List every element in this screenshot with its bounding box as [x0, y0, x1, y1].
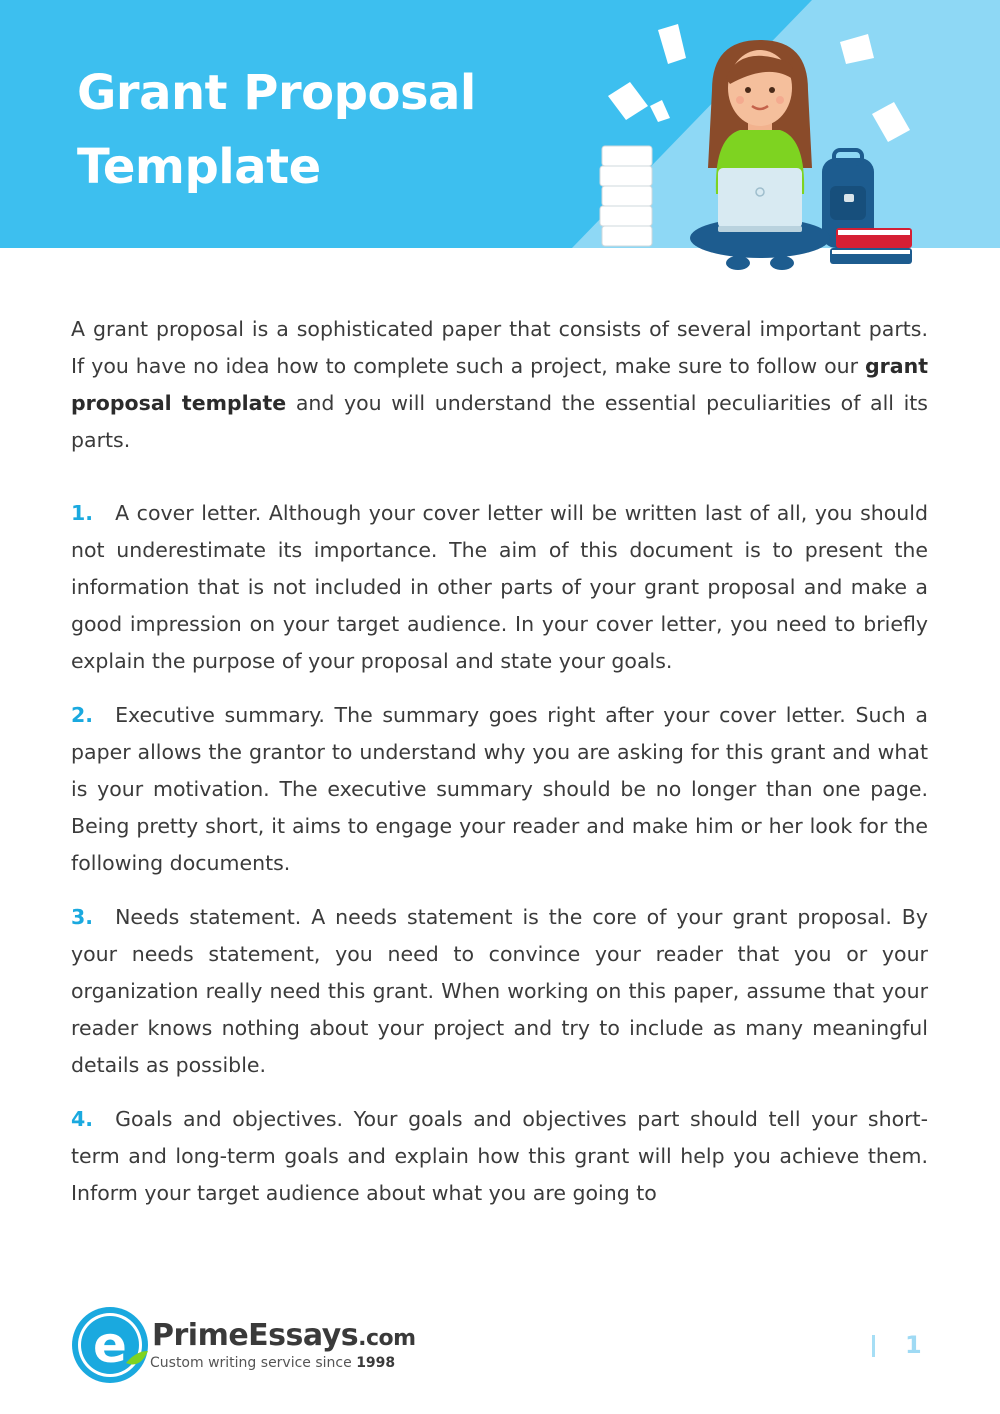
list-item — [71, 697, 928, 882]
page-number-separator — [872, 1335, 875, 1357]
brand-name — [152, 1318, 416, 1357]
list-item — [71, 1101, 928, 1212]
primeessays-logo-icon — [70, 1305, 150, 1385]
list-item-text: A cover letter. Although your cover letter will be written last of all, you should not underestimate its importance. The aim of this document is to present the information that is not included in other parts of your grant proposal and make a good impression on your target audience. In your cover letter, you need to briefly explain the purpose of your proposal and state your goals. — [71, 501, 928, 673]
list-item-number: 2. — [71, 703, 94, 727]
tagline-text: Custom writing service since — [150, 1355, 357, 1371]
list-item-text: Goals and objectives. Your goals and objectives part should tell your short-term and long-term goals and explain how this grant will help you achieve them. Inform your target audience about what you are going to — [71, 1107, 928, 1205]
page-title: Grant Proposal Template — [77, 65, 476, 195]
book-stack — [830, 228, 912, 264]
student-laptop-illustration — [590, 18, 930, 288]
tagline-year: 1998 — [356, 1355, 396, 1371]
intro-text-after: and you will understand the essential peculiarities of all its parts. — [71, 391, 928, 452]
logo-letter: e — [93, 1316, 127, 1374]
list-item-text: Executive summary. The summary goes right after your cover letter. Such a paper allows the grantor to understand why you are asking for this grant and what is your motivation. The executive summary should be no longer than one page. Being pretty short, it aims to engage your reader and make him or her look for the following documents. — [71, 703, 928, 875]
grant-proposal-template-emphasis: grant proposal template — [71, 354, 928, 415]
brand-name-main: PrimeEssays — [152, 1318, 359, 1353]
intro-text-before: A grant proposal is a sophisticated paper that consists of several important parts. If you have no idea how to complete such a project, make sure to follow our — [71, 317, 928, 378]
list-item-number: 4. — [71, 1107, 94, 1131]
article-body — [71, 311, 928, 1229]
brand-name-suffix: .com — [358, 1326, 416, 1351]
list-item — [71, 899, 928, 1084]
paper-stack — [600, 146, 652, 246]
intro-paragraph — [71, 311, 928, 459]
girl-figure — [690, 40, 830, 270]
brand-tagline — [150, 1353, 395, 1373]
page-number: 1 — [905, 1331, 922, 1359]
list-item — [71, 495, 928, 680]
list-item-number: 1. — [71, 501, 94, 525]
list-item-text: Needs statement. A needs statement is the core of your grant proposal. By your needs statement, you need to convince your reader that you or your organization really need this grant. When working on this paper, assume that your reader knows nothing about your project and try to include as many meaningful details as possible. — [71, 905, 928, 1077]
list-item-number: 3. — [71, 905, 94, 929]
